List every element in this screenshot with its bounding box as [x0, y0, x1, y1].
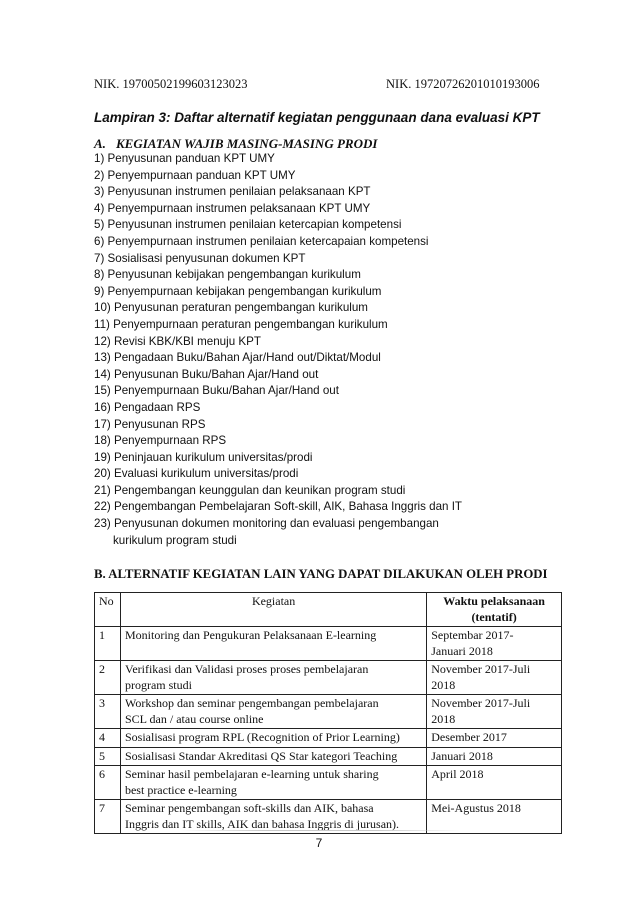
list-item	[94, 466, 462, 483]
list-item	[94, 217, 462, 234]
row-no: 5	[95, 747, 121, 766]
list-item	[94, 184, 462, 201]
item-text: Penyusunan instrumen penilaian pelaksanaan KPT	[107, 185, 371, 199]
item-text: Pengadaan RPS	[114, 400, 201, 414]
row-kegiatan	[120, 661, 426, 695]
table-row	[95, 661, 562, 695]
row-kegiatan-line2: SCL dan / atau course online	[124, 711, 264, 726]
list-item	[94, 317, 462, 334]
table-row	[95, 627, 562, 661]
section-a-heading	[94, 136, 377, 152]
kegiatan-table	[94, 592, 562, 834]
list-item	[94, 151, 462, 168]
item-text: Penyempurnaan Buku/Bahan Ajar/Hand out	[114, 384, 339, 398]
item-number: 2)	[94, 168, 105, 182]
list-item	[94, 367, 462, 384]
row-kegiatan	[120, 800, 426, 834]
table-row	[95, 747, 562, 766]
row-no: 3	[95, 695, 121, 729]
lampiran-title: Lampiran 3: Daftar alternatif kegiatan penggunaan dana evaluasi KPT	[94, 110, 540, 125]
header-kegiatan: Kegiatan	[120, 593, 426, 627]
row-waktu-line1: November 2017-Juli	[431, 662, 531, 676]
table-row	[95, 800, 562, 834]
row-waktu: Mei-Agustus 2018	[427, 800, 562, 834]
item-number: 11)	[94, 317, 110, 331]
item-number: 6)	[94, 234, 105, 248]
item-text: Penyempurnaan kebijakan pengembangan kurikulum	[107, 284, 382, 298]
row-kegiatan-line1: Monitoring dan Pengukuran Pelaksanaan E-learning	[124, 628, 377, 642]
list-item	[94, 234, 462, 251]
item-number: 17)	[94, 417, 111, 431]
row-no: 4	[95, 729, 121, 748]
section-a-list	[94, 151, 463, 547]
item-text: Peninjauan kurikulum universitas/prodi	[114, 450, 313, 464]
item-text: Pengembangan Pembelajaran Soft-skill, AIK, Bahasa Inggris dan IT	[114, 500, 463, 514]
item-number: 21)	[94, 483, 111, 497]
table-header-row	[95, 593, 562, 627]
section-a-letter: A.	[94, 136, 106, 151]
item-number: 3)	[94, 185, 105, 199]
item-text: Penyusunan instrumen penilaian ketercapian kompetensi	[107, 218, 402, 232]
item-number: 15)	[94, 384, 111, 398]
row-no: 7	[95, 800, 121, 834]
item-number: 5)	[94, 218, 105, 232]
item-number: 18)	[94, 434, 111, 448]
footer-divider	[180, 830, 460, 831]
row-waktu-line2: Januari 2018	[431, 643, 493, 658]
row-waktu: Januari 2018	[427, 747, 562, 766]
item-text: Sosialisasi penyusunan dokumen KPT	[107, 251, 306, 265]
header-no: No	[95, 593, 121, 627]
row-no: 6	[95, 766, 121, 800]
row-kegiatan	[120, 627, 426, 661]
list-item	[94, 417, 462, 434]
item-number: 23)	[94, 517, 111, 531]
item-number: 22)	[94, 500, 111, 514]
item-number: 4)	[94, 201, 105, 215]
item-text: Penyempurnaan RPS	[114, 434, 227, 448]
item-number: 13)	[94, 351, 111, 365]
list-item	[94, 483, 462, 500]
item-text: Penyusunan dokumen monitoring dan evaluasi pengembangan	[114, 517, 439, 531]
header-waktu	[427, 593, 562, 627]
row-kegiatan-line1: Seminar hasil pembelajaran e-learning untuk sharing	[124, 767, 379, 781]
row-no: 1	[95, 627, 121, 661]
item-text: Penyempurnaan instrumen penilaian ketercapaian kompetensi	[107, 234, 429, 248]
row-waktu-line1: Septembar 2017-	[431, 628, 514, 642]
item-number: 7)	[94, 251, 105, 265]
list-item	[94, 383, 462, 400]
row-waktu	[427, 627, 562, 661]
table-row	[95, 729, 562, 748]
nik-right: NIK. 19720726201010193006	[386, 77, 540, 91]
table-row	[95, 695, 562, 729]
row-kegiatan-line2: program studi	[124, 677, 192, 692]
list-item	[94, 433, 462, 450]
item-number: 20)	[94, 467, 111, 481]
item-text: Penyusunan Buku/Bahan Ajar/Hand out	[114, 367, 319, 381]
item-number: 14)	[94, 367, 111, 381]
item-text: Penyempurnaan instrumen pelaksanaan KPT UMY	[107, 201, 371, 215]
row-waktu	[427, 695, 562, 729]
list-item	[94, 201, 462, 218]
row-kegiatan: Sosialisasi program RPL (Recognition of Prior Learning)	[120, 729, 426, 748]
list-item	[94, 251, 462, 268]
list-item	[94, 284, 462, 301]
row-no: 2	[95, 661, 121, 695]
item-text: Penyusunan peraturan pengembangan kurikulum	[114, 301, 368, 315]
item-number: 12)	[94, 334, 111, 348]
row-kegiatan-line1: Verifikasi dan Validasi proses proses pembelajaran	[124, 662, 369, 676]
row-waktu-line1: November 2017-Juli	[431, 696, 531, 710]
row-kegiatan-line1: Workshop dan seminar pengembangan pembelajaran	[124, 696, 379, 710]
header-waktu-line2: (tentatif)	[471, 609, 517, 624]
list-item	[94, 450, 462, 467]
item-text: Penyempurnaan panduan KPT UMY	[107, 168, 296, 182]
item-number: 9)	[94, 284, 105, 298]
item-text-continuation: kurikulum program studi	[113, 533, 237, 547]
item-text: Evaluasi kurikulum universitas/prodi	[114, 467, 299, 481]
list-item	[94, 334, 462, 351]
row-waktu: April 2018	[427, 766, 562, 800]
row-waktu: Desember 2017	[427, 729, 562, 748]
row-waktu-line2: 2018	[431, 677, 456, 692]
row-kegiatan-line2: best practice e-learning	[124, 782, 237, 797]
item-number: 1)	[94, 152, 105, 165]
item-text: Penyusunan RPS	[114, 417, 206, 431]
row-kegiatan	[120, 766, 426, 800]
list-item	[94, 300, 462, 317]
item-number: 19)	[94, 450, 111, 464]
item-text: Revisi KBK/KBI menuju KPT	[114, 334, 261, 348]
item-text: Pengembangan keunggulan dan keunikan program studi	[114, 483, 406, 497]
list-item	[94, 168, 462, 185]
item-text: Penyusunan kebijakan pengembangan kurikulum	[107, 268, 361, 282]
nik-left: NIK. 19700502199603123023	[94, 77, 248, 91]
list-item	[94, 267, 462, 284]
item-text: Penyusunan panduan KPT UMY	[107, 152, 275, 165]
item-number: 10)	[94, 301, 111, 315]
item-text: Pengadaan Buku/Bahan Ajar/Hand out/Diktat/Modul	[114, 351, 381, 365]
row-kegiatan-line1: Seminar pengembangan soft-skills dan AIK, bahasa	[124, 801, 374, 815]
section-a-title: KEGIATAN WAJIB MASING-MASING PRODI	[116, 136, 378, 151]
section-b-heading: B. ALTERNATIF KEGIATAN LAIN YANG DAPAT DILAKUKAN OLEH PRODI	[94, 567, 548, 581]
list-item	[94, 516, 462, 547]
header-waktu-line1: Waktu pelaksanaan	[443, 594, 545, 608]
row-waktu-line2: 2018	[431, 711, 456, 726]
row-waktu	[427, 661, 562, 695]
list-item	[94, 499, 462, 516]
page-number: 7	[315, 836, 323, 850]
table-row	[95, 766, 562, 800]
row-kegiatan	[120, 695, 426, 729]
item-text: Penyempurnaan peraturan pengembangan kurikulum	[113, 317, 388, 331]
row-kegiatan-line2: Inggris dan IT skills, AIK dan bahasa Inggris di jurusan).	[124, 816, 400, 831]
row-kegiatan: Sosialisasi Standar Akreditasi QS Star kategori Teaching	[120, 747, 426, 766]
list-item	[94, 350, 462, 367]
item-number: 16)	[94, 400, 111, 414]
list-item	[94, 400, 462, 417]
item-number: 8)	[94, 268, 105, 282]
